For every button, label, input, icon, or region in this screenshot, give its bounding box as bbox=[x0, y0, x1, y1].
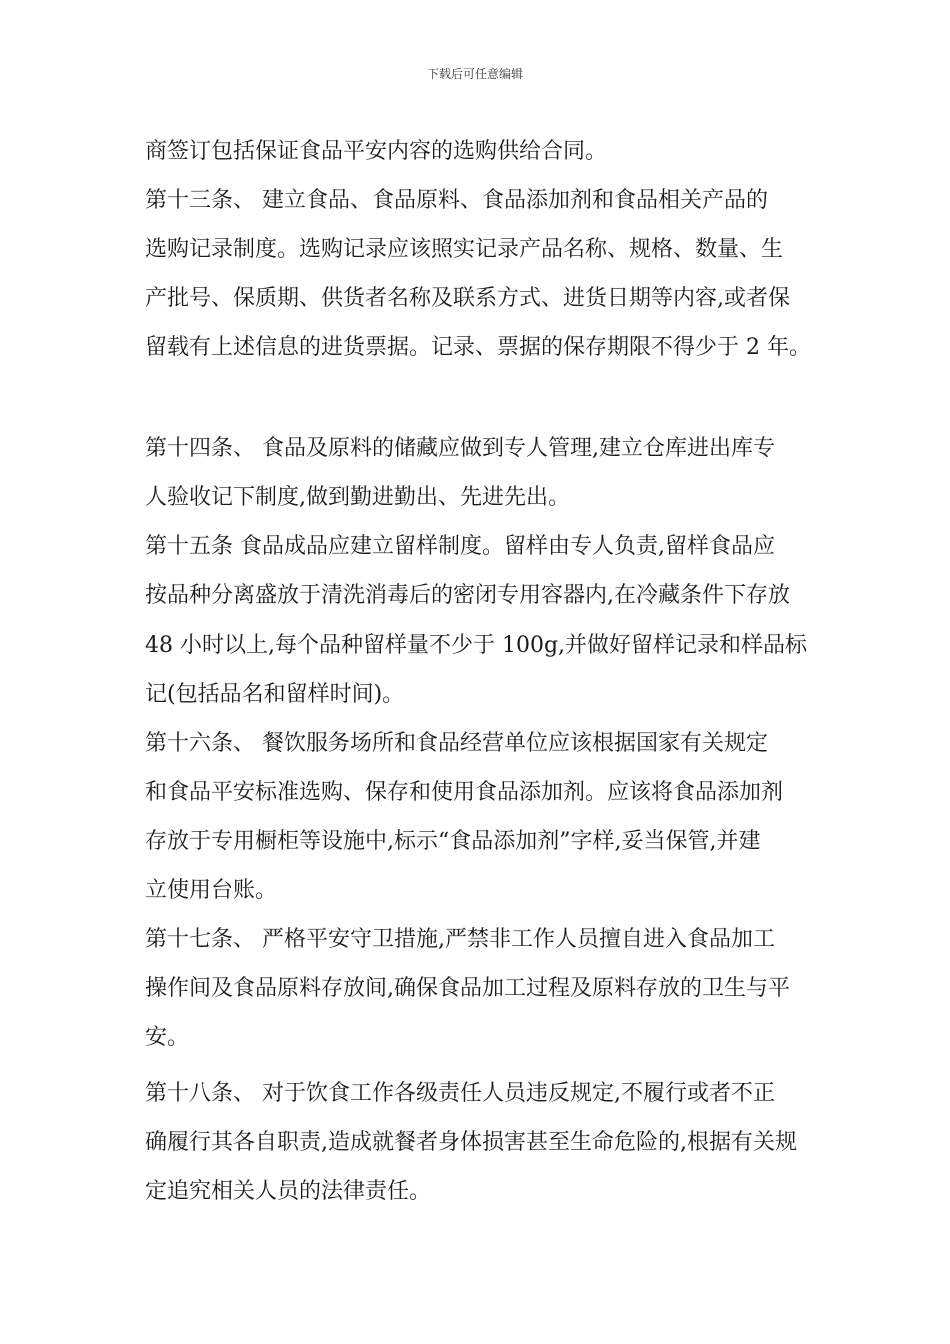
text-line: 存放于专用橱柜等设施中,标示“食品添加剂”字样,妥当保管,并建 bbox=[145, 829, 761, 854]
text-line: 确履行其各自职责,造成就餐者身体损害甚至生命危险的,根据有关规 bbox=[145, 1130, 797, 1155]
text-line: 第十六条、 餐饮服务场所和食品经营单位应该根据国家有关规定 bbox=[145, 731, 768, 756]
text-line: 和食品平安标准选购、保存和使用食品添加剂。应该将食品添加剂 bbox=[145, 780, 784, 805]
text-line: 记(包括品名和留样时间)。 bbox=[145, 682, 405, 707]
text-line: 第十七条、 严格平安守卫措施,严禁非工作人员擅自进入食品加工 bbox=[145, 927, 775, 952]
text-line: 按品种分离盛放于清洗消毒后的密闭专用容器内,在冷藏条件下存放 bbox=[145, 583, 790, 608]
text-line: 人验收记下制度,做到勤进勤出、先进先出。 bbox=[145, 485, 570, 510]
text-line: 第十八条、 对于饮食工作各级责任人员违反规定,不履行或者不正 bbox=[145, 1081, 775, 1106]
text-line: 产批号、保质期、供货者名称及联系方式、进货日期等内容,或者保 bbox=[145, 286, 790, 311]
text-line: 48 小时以上,每个品种留样量不少于 100g,并做好留样记录和样品标 bbox=[145, 633, 808, 658]
text-line: 第十三条、 建立食品、食品原料、食品添加剂和食品相关产品的 bbox=[145, 188, 768, 213]
text-line: 安。 bbox=[145, 1025, 190, 1050]
text-line: 立使用台账。 bbox=[145, 878, 278, 903]
text-line: 操作间及食品原料存放间,确保食品加工过程及原料存放的卫生与平 bbox=[145, 976, 790, 1001]
page-header: 下载后可任意编辑 bbox=[426, 67, 523, 81]
text-line: 商签订包括保证食品平安内容的选购供给合同。 bbox=[145, 139, 608, 164]
text-line: 选购记录制度。选购记录应该照实记录产品名称、规格、数量、生 bbox=[145, 237, 784, 262]
text-line: 留载有上述信息的进货票据。记录、票据的保存期限不得少于 2 年。 bbox=[145, 335, 811, 360]
text-line: 第十四条、 食品及原料的储藏应做到专人管理,建立仓库进出库专 bbox=[145, 436, 775, 461]
text-line: 第十五条 食品成品应建立留样制度。留样由专人负责,留样食品应 bbox=[145, 534, 775, 559]
text-line: 定追究相关人员的法律责任。 bbox=[145, 1179, 432, 1204]
